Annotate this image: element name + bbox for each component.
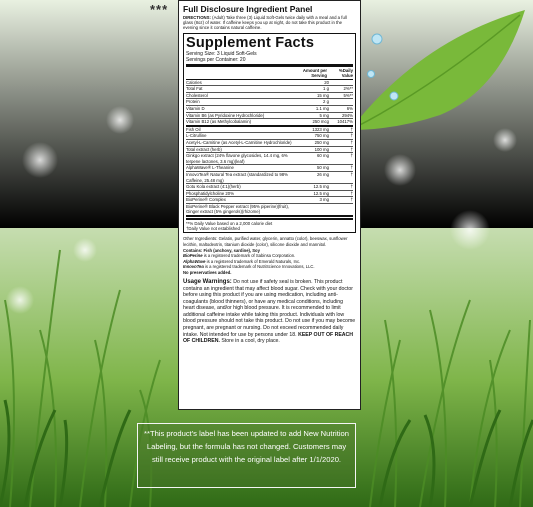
nutrient-row bbox=[186, 172, 353, 184]
nutrient-name: Calories bbox=[186, 79, 202, 85]
asterisk-marker: *** bbox=[150, 2, 169, 17]
supplement-label bbox=[178, 0, 361, 410]
supplement-facts-title: Supplement Facts bbox=[186, 34, 315, 51]
nutrient-row bbox=[186, 133, 353, 140]
contains-allergens: Contains: Fish (anchovy, sardine), Soy bbox=[183, 247, 260, 253]
nutrient-row bbox=[186, 106, 353, 113]
nutrient-name: BioPerine® Black Pepper extract (95% piperine)(fruit), Ginger extract (5% gingerols)(rhizome) bbox=[186, 203, 289, 215]
nutrient-amount: 1323 mg bbox=[312, 126, 329, 132]
directions-text: (Adult) Take three (3) Liquid Soft-Gels twice daily with a meal and a full glass (8oz) of water. If caffeine keeps you up at night, do not take this product in the evening since it contains natural caffeine. bbox=[183, 15, 347, 31]
trademark-innovotea: InnovoTea is a registered trademark of NutriScience Innovations, LLC. bbox=[183, 264, 315, 270]
nutrient-dv bbox=[329, 99, 353, 105]
nutrient-amount: 26 mg bbox=[317, 171, 329, 177]
nutrient-dv: † bbox=[350, 190, 353, 196]
label-update-notice: **This product's label has been updated to add New Nutrition Labeling, but the formula has not changed. Customers may still receive product with the original label after 1/1/2020. bbox=[137, 423, 356, 488]
nutrient-amount: 50 mg bbox=[317, 165, 329, 171]
amount-header: Amount per Serving bbox=[302, 67, 327, 78]
nutrient-dv: † bbox=[350, 139, 353, 145]
nutrient-name: Fish Oil bbox=[186, 126, 201, 132]
nutrient-row bbox=[186, 93, 353, 100]
nutrient-row bbox=[186, 119, 353, 127]
nutrient-dv: † bbox=[350, 153, 353, 159]
nutrient-name: Vitamin B12 (as Methylcobalamin) bbox=[186, 119, 252, 125]
nutrient-amount: 60 mg bbox=[317, 153, 329, 159]
nutrient-dv bbox=[329, 80, 353, 86]
nutrient-amount: 750 mg bbox=[314, 133, 329, 139]
nutrient-name: Acetyl-L-Carnitine (as Acetyl-L-Carnitine Hydrochloride) bbox=[186, 139, 292, 145]
no-preservatives: No preservatives added. bbox=[183, 269, 232, 275]
keep-out-of-reach: KEEP OUT OF REACH OF CHILDREN. bbox=[183, 331, 354, 345]
nutrient-dv: 5%** bbox=[343, 92, 353, 98]
nutrient-row bbox=[186, 191, 353, 198]
nutrient-row bbox=[186, 204, 353, 217]
dv-header: %Daily Value bbox=[338, 67, 353, 78]
nutrient-amount: 5 mg bbox=[319, 112, 329, 118]
nutrient-amount: 12.5 mg bbox=[313, 190, 329, 196]
footnotes bbox=[186, 218, 353, 231]
nutrient-name: Cholesterol bbox=[186, 92, 208, 98]
nutrient-name: BioPerine® Complex bbox=[186, 197, 226, 203]
nutrient-dv: † bbox=[350, 146, 353, 152]
serving-info bbox=[186, 51, 353, 67]
nutrient-row bbox=[186, 113, 353, 120]
nutrient-amount: 1.1 mg bbox=[315, 105, 329, 111]
nutrient-dv: † bbox=[350, 133, 353, 139]
nutrient-name: Vitamin B6 (as Pyridoxine Hydrochloride) bbox=[186, 112, 265, 118]
facts-header bbox=[186, 67, 353, 80]
nutrient-name: Total Fat bbox=[186, 86, 203, 92]
nutrient-dv: † bbox=[350, 171, 353, 177]
nutrient-dv bbox=[329, 204, 353, 215]
nutrient-amount bbox=[301, 204, 329, 215]
nutrient-name: Phosphatidylcholine 20% bbox=[186, 190, 235, 196]
nutrient-amount: 1 g bbox=[323, 86, 329, 92]
usage-heading: Usage Warnings: bbox=[183, 278, 232, 285]
directions-label: DIRECTIONS: bbox=[183, 15, 211, 20]
nutrient-amount: 12.5 mg bbox=[313, 184, 329, 190]
other-ingredients: Other Ingredients: Gelatin, purified water, glycerin, annatto (color), beeswax, sunflower lecithin, maltodextrin, titanium dioxide (color), silicone dioxide and mannitol. bbox=[183, 236, 348, 247]
nutrient-row bbox=[186, 184, 353, 191]
directions bbox=[183, 15, 356, 31]
nutrient-dv: 2%** bbox=[343, 86, 353, 92]
nutrient-amount: 250 mg bbox=[314, 139, 329, 145]
footnote-dv: **% Daily Value based on a 2,000 calorie diet bbox=[186, 221, 273, 227]
nutrient-amount: 3 mg bbox=[319, 197, 329, 203]
nutrient-name: Protein bbox=[186, 99, 200, 105]
nutrient-dv: 6% bbox=[346, 105, 353, 111]
panel-title: Full Disclosure Ingredient Panel bbox=[183, 4, 313, 14]
facts-rows bbox=[186, 80, 353, 217]
storage-text: Store in a cool, dry place. bbox=[221, 338, 280, 345]
nutrient-row bbox=[186, 140, 353, 147]
serving-size: Serving Size: 3 Liquid Soft-Gels bbox=[186, 50, 257, 57]
nutrient-dv: † bbox=[350, 126, 353, 132]
nutrient-row bbox=[186, 80, 353, 87]
nutrient-dv: 294% bbox=[342, 112, 353, 118]
nutrient-amount: 250 mcg bbox=[312, 119, 329, 125]
nutrient-amount: 15 mg bbox=[317, 92, 329, 98]
nutrient-dv: 10417% bbox=[337, 119, 353, 125]
nutrient-row bbox=[186, 99, 353, 106]
nutrient-name: Ginkgo extract (24% flavone glycosides, 14.4 mg, 6% terpene lactones, 3.6 mg)(leaf) bbox=[186, 153, 288, 164]
supplement-facts-box bbox=[183, 33, 356, 234]
nutrient-amount: 2 g bbox=[323, 99, 329, 105]
footnote-not-established: †Daily Value not established bbox=[186, 226, 240, 232]
nutrient-amount: 20 bbox=[324, 79, 329, 85]
nutrient-name: Vitamin D bbox=[186, 105, 205, 111]
nutrient-name: InnovoTea® Natural Tea extract (standardized to 98% Caffeine, 25.48 mg) bbox=[186, 171, 288, 183]
nutrient-name: Total extract (herb) bbox=[186, 146, 222, 152]
nutrient-dv: † bbox=[350, 184, 353, 190]
servings-per-container: Servings per Container: 20 bbox=[186, 56, 246, 63]
nutrient-name: AlphaWave® L-Theanine bbox=[186, 165, 234, 171]
usage-text: Do not use if safety seal is broken. This product contains an ingredient that may affect blood sugar. Check with your doctor before using this product if you are using medication, including anti-coagulants (blood thinners), or have any medical conditions, including heart disease, and/or high blood pressure. It is recommended to limit additional caffeine intake while taking this product. Individuals with low blood pressure should not take this product. Do not use if you may become pregnant, are pregnant or nursing. Do not exceed recommended daily intake. Not intended for use by persons under 18. bbox=[183, 278, 356, 338]
nutrient-name: Gotu Kola extract (4:1)(herb) bbox=[186, 184, 241, 190]
nutrient-amount: 100 mg bbox=[314, 146, 329, 152]
nutrient-row bbox=[186, 147, 353, 154]
nutrient-row bbox=[186, 86, 353, 93]
nutrient-row bbox=[186, 165, 353, 172]
nutrient-name: L-Citrulline bbox=[186, 133, 207, 139]
nutrient-dv: † bbox=[350, 165, 353, 171]
nutrient-row bbox=[186, 153, 353, 165]
usage-warnings bbox=[183, 279, 356, 345]
trademark-bioperine: BioPerine is a registered trademark of Sabinsa Corporation. bbox=[183, 253, 296, 259]
trademark-alphawave: AlphaWave is a registered trademark of Emerald Naturals, Inc. bbox=[183, 258, 301, 264]
nutrient-dv: † bbox=[350, 197, 353, 203]
nutrient-row bbox=[186, 197, 353, 204]
nutrient-row bbox=[186, 127, 353, 134]
